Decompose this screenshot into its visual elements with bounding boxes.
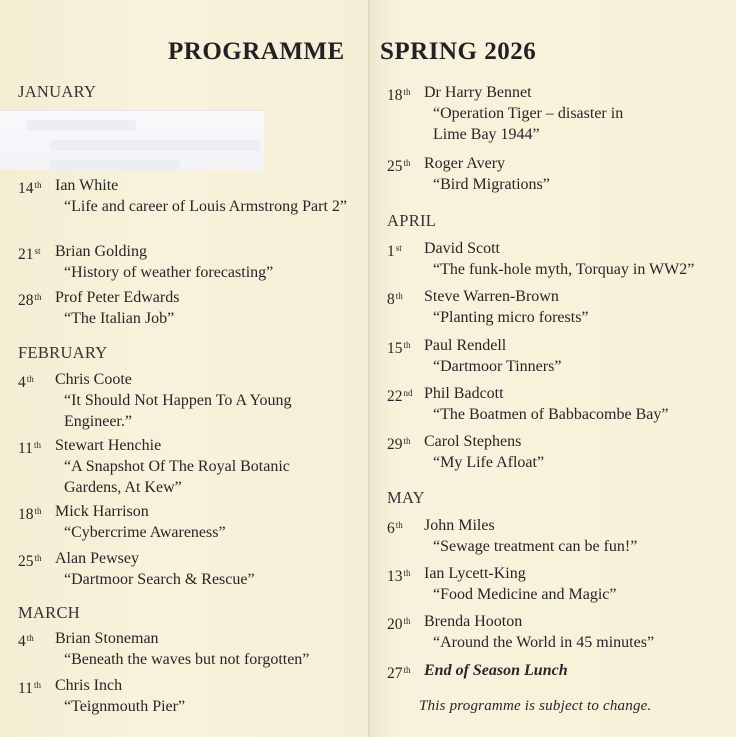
- redacted-entry: [0, 110, 264, 170]
- speaker-name: Ian White: [55, 177, 119, 194]
- speaker-name: Mick Harrison: [55, 503, 149, 520]
- talk-title: “Around the World in 45 minutes”: [433, 634, 655, 651]
- talk-title: “Teignmouth Pier”: [64, 698, 186, 715]
- list-item: [387, 383, 727, 425]
- talk-title: “Dartmoor Tinners”: [433, 358, 562, 375]
- talk-title: “Sewage treatment can be fun!”: [433, 538, 638, 555]
- list-item: [387, 153, 727, 195]
- entry-date: 18th: [18, 506, 42, 523]
- speaker-name: Chris Coote: [55, 371, 132, 388]
- entry-date: 13th: [387, 568, 411, 585]
- speaker-name: Stewart Henchie: [55, 437, 162, 454]
- list-item: [387, 660, 727, 681]
- talk-title: “It Should Not Happen To A Young Engineer.”: [64, 392, 292, 430]
- spring-heading: SPRING 2026: [380, 38, 537, 65]
- list-item: [18, 175, 363, 217]
- speaker-name: Steve Warren-Brown: [424, 288, 559, 305]
- talk-title: “A Snapshot Of The Royal Botanic Gardens, At Kew”: [64, 458, 290, 496]
- talk-title: “Cybercrime Awareness”: [64, 524, 226, 541]
- talk-title: “The Italian Job”: [64, 310, 175, 327]
- entry-date: 6th: [387, 520, 403, 537]
- entry-date: 8th: [387, 291, 403, 308]
- programme-heading: PROGRAMME: [168, 38, 345, 65]
- month-january: JANUARY: [18, 82, 97, 101]
- list-item: [18, 241, 363, 283]
- entry-date: 14th: [18, 180, 42, 197]
- speaker-name: Roger Avery: [424, 155, 506, 172]
- talk-title: “History of weather forecasting”: [64, 264, 274, 281]
- talk-title: “Beneath the waves but not forgotten”: [64, 651, 310, 668]
- list-item: [387, 238, 727, 280]
- speaker-name: Brian Golding: [55, 243, 147, 260]
- talk-title: “The funk-hole myth, Torquay in WW2”: [433, 261, 695, 278]
- speaker-name: Brenda Hooton: [424, 613, 523, 630]
- talk-title: “Planting micro forests”: [433, 309, 589, 326]
- entry-date: 21st: [18, 246, 41, 263]
- talk-title: “Life and career of Louis Armstrong Part 2”: [64, 198, 348, 215]
- talk-title: “Food Medicine and Magic”: [433, 586, 617, 603]
- speaker-name: Dr Harry Bennet: [424, 84, 532, 101]
- speaker-name: Alan Pewsey: [55, 550, 139, 567]
- entry-date: 18th: [387, 87, 411, 104]
- entry-date: 28th: [18, 292, 42, 309]
- list-item: [387, 335, 727, 377]
- talk-title: “The Boatmen of Babbacombe Bay”: [433, 406, 669, 423]
- entry-date: 11th: [18, 680, 41, 697]
- list-item: [387, 82, 727, 145]
- list-item: [387, 286, 727, 328]
- entry-date: 4th: [18, 633, 34, 650]
- list-item: [387, 563, 727, 605]
- speaker-name: Ian Lycett-King: [424, 565, 526, 582]
- list-item: [18, 287, 363, 329]
- talk-title: “Dartmoor Search & Rescue”: [64, 571, 255, 588]
- list-item: [18, 548, 363, 590]
- entry-date: 22nd: [387, 388, 413, 405]
- page-fold: [368, 0, 370, 737]
- entry-date: 29th: [387, 436, 411, 453]
- speaker-name: Prof Peter Edwards: [55, 289, 180, 306]
- entry-date: 15th: [387, 340, 411, 357]
- list-item: [18, 369, 363, 432]
- list-item: [18, 675, 363, 717]
- list-item: [18, 628, 363, 670]
- list-item: [18, 435, 363, 498]
- talk-title: “My Life Afloat”: [433, 454, 545, 471]
- entry-date: 20th: [387, 616, 411, 633]
- entry-date: 25th: [387, 158, 411, 175]
- month-february: FEBRUARY: [18, 343, 108, 362]
- month-may: MAY: [387, 488, 425, 507]
- speaker-name: David Scott: [424, 240, 500, 257]
- list-item: [387, 431, 727, 473]
- month-march: MARCH: [18, 603, 81, 622]
- list-item: [387, 611, 727, 653]
- month-april: APRIL: [387, 211, 437, 230]
- entry-date: 27th: [387, 665, 411, 682]
- list-item: [18, 501, 363, 543]
- entry-date: 4th: [18, 374, 34, 391]
- talk-title: “Bird Migrations”: [433, 176, 550, 193]
- season-lunch-title: End of Season Lunch: [424, 662, 568, 679]
- speaker-name: Brian Stoneman: [55, 630, 159, 647]
- entry-date: 25th: [18, 553, 42, 570]
- change-notice: This programme is subject to change.: [419, 698, 652, 714]
- list-item: [387, 515, 727, 557]
- speaker-name: Carol Stephens: [424, 433, 522, 450]
- speaker-name: John Miles: [424, 517, 495, 534]
- speaker-name: Paul Rendell: [424, 337, 507, 354]
- speaker-name: Phil Badcott: [424, 385, 504, 402]
- entry-date: 11th: [18, 440, 41, 457]
- entry-date: 1st: [387, 243, 402, 260]
- speaker-name: Chris Inch: [55, 677, 123, 694]
- talk-title: “Operation Tiger – disaster in Lime Bay 1944”: [433, 105, 624, 143]
